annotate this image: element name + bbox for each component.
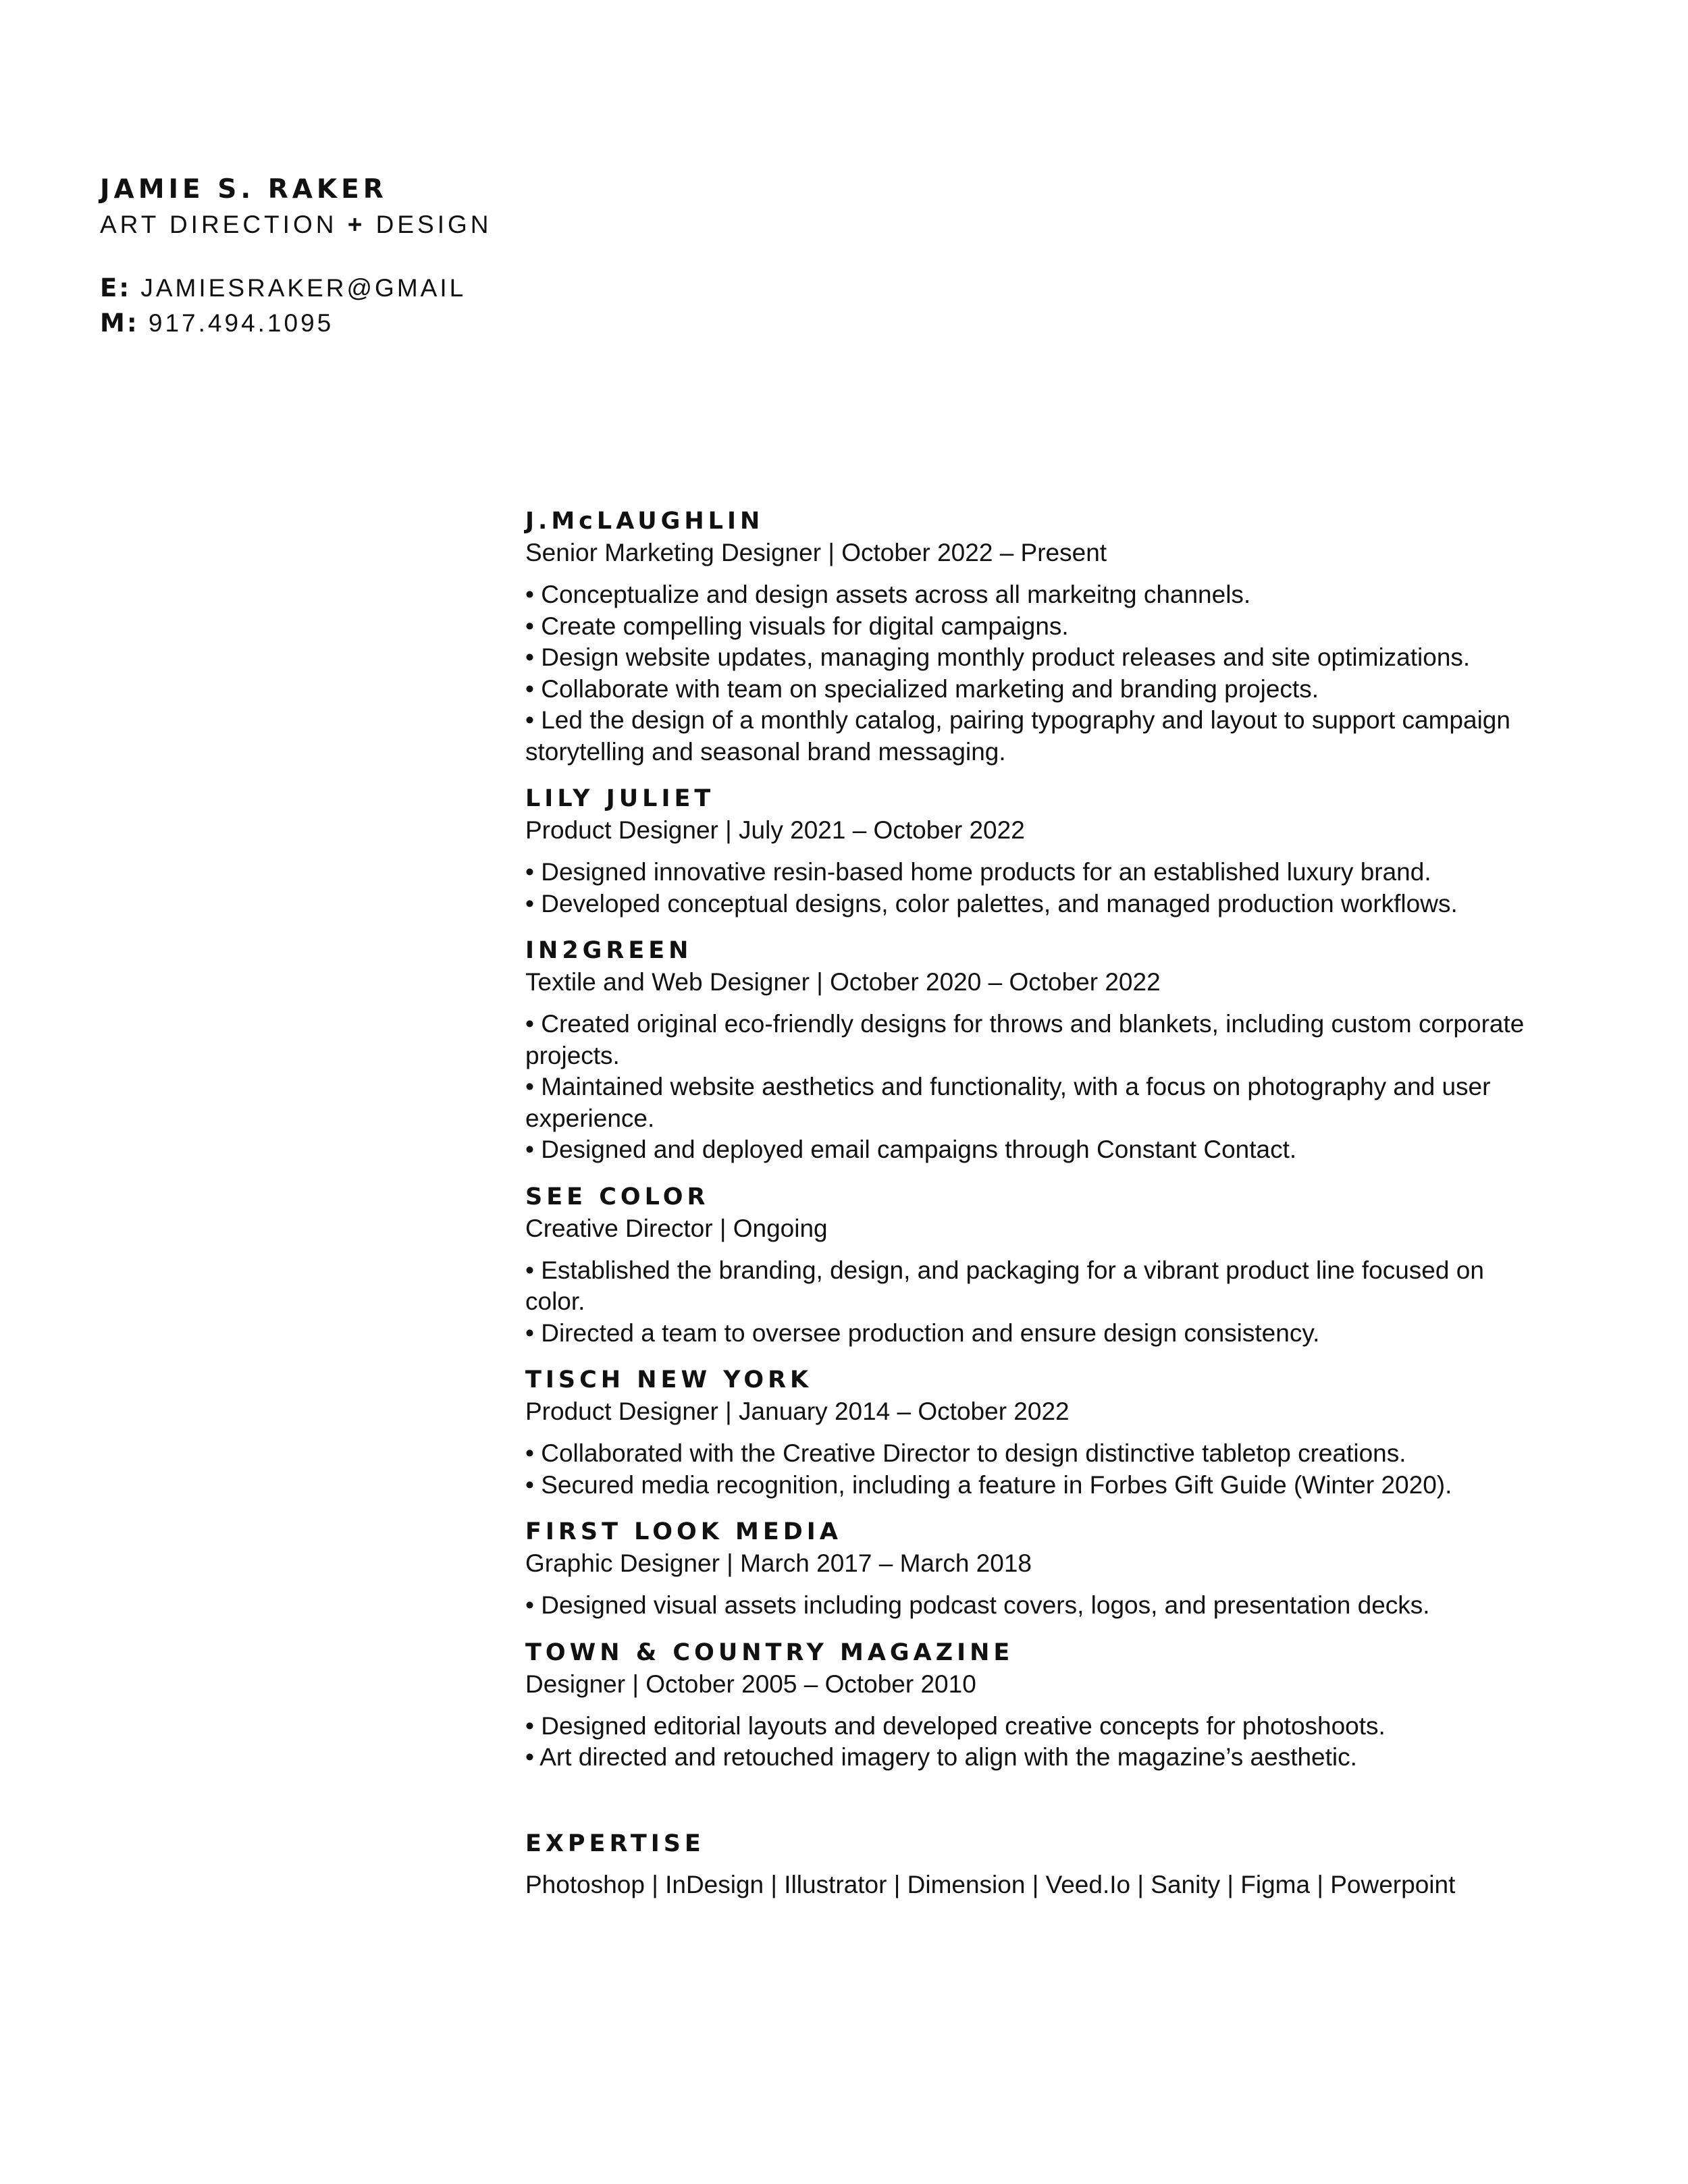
job-bullet: • Maintained website aesthetics and functionality, with a focus on photography and user experience. xyxy=(525,1073,1491,1132)
job-role: Designer | October 2005 – October 2010 xyxy=(525,1670,976,1698)
mobile-line xyxy=(100,306,492,341)
resume-header xyxy=(100,172,492,341)
candidate-name: JAMIE S. RAKER xyxy=(100,174,388,205)
company-name: SEE COLOR xyxy=(525,1183,710,1210)
job-bullet: • Art directed and retouched imagery to align with the magazine’s aesthetic. xyxy=(525,1743,1357,1771)
job-entry-lily-juliet xyxy=(525,782,1531,920)
job-bullet: • Designed innovative resin-based home products for an established luxury brand. xyxy=(525,858,1431,886)
job-bullet: • Conceptualize and design assets across all markeitng channels. xyxy=(525,581,1251,608)
job-bullet: • Collaborate with team on specialized marketing and branding projects. xyxy=(525,674,1319,703)
experience-column xyxy=(525,505,1531,1900)
job-entry-in2green xyxy=(525,934,1531,1166)
job-role: Graphic Designer | March 2017 – March 2018 xyxy=(525,1549,1032,1577)
company-name: FIRST LOOK MEDIA xyxy=(525,1518,842,1545)
job-role: Product Designer | January 2014 – October 2022 xyxy=(525,1397,1070,1425)
job-entry-town-and-country xyxy=(525,1636,1531,1774)
company-name: TISCH NEW YORK xyxy=(525,1366,813,1393)
job-bullet: • Design website updates, managing monthly product releases and site optimizations. xyxy=(525,643,1471,671)
expertise-section xyxy=(525,1828,1531,1900)
job-entry-tisch-new-york xyxy=(525,1364,1531,1501)
job-bullet: • Led the design of a monthly catalog, pairing typography and layout to support campaign storytelling and seasonal brand messaging. xyxy=(525,706,1510,766)
company-name: LILY JULIET xyxy=(525,785,715,812)
company-name: TOWN & COUNTRY MAGAZINE xyxy=(525,1639,1014,1666)
email-line xyxy=(100,271,492,306)
job-role: Senior Marketing Designer | October 2022 – Present xyxy=(525,539,1107,566)
job-bullet: • Designed editorial layouts and developed creative concepts for photoshoots. xyxy=(525,1711,1386,1740)
email-label: E: xyxy=(100,273,132,302)
tagline-left: ART DIRECTION xyxy=(100,211,338,238)
expertise-skills: Photoshop | InDesign | Illustrator | Dimension | Veed.Io | Sanity | Figma | Powerpoint xyxy=(525,1870,1456,1898)
job-entry-see-color xyxy=(525,1181,1531,1350)
expertise-heading: EXPERTISE xyxy=(525,1830,705,1857)
job-bullet: • Established the branding, design, and packaging for a vibrant product line focused on color. xyxy=(525,1256,1484,1315)
company-name: J.McLAUGHLIN xyxy=(525,508,764,535)
job-bullet: • Directed a team to oversee production and ensure design consistency. xyxy=(525,1319,1320,1347)
contact-block xyxy=(100,271,492,341)
job-bullet: • Developed conceptual designs, color palettes, and managed production workflows. xyxy=(525,889,1458,917)
job-entry-jmclaughlin xyxy=(525,505,1531,768)
job-role: Textile and Web Designer | October 2020 – October 2022 xyxy=(525,968,1161,996)
plus-icon: + xyxy=(347,211,366,238)
job-role: Product Designer | July 2021 – October 2022 xyxy=(525,816,1025,844)
job-role: Creative Director | Ongoing xyxy=(525,1214,828,1242)
job-bullet: • Designed and deployed email campaigns through Constant Contact. xyxy=(525,1136,1297,1163)
tagline-right: DESIGN xyxy=(375,211,492,238)
job-bullet: • Secured media recognition, including a feature in Forbes Gift Guide (Winter 2020). xyxy=(525,1470,1452,1499)
email-value[interactable]: JAMIESRAKER@GMAIL xyxy=(140,274,467,302)
job-bullet: • Designed visual assets including podcast covers, logos, and presentation decks. xyxy=(525,1591,1430,1619)
mobile-label: M: xyxy=(100,309,139,338)
job-bullet: • Created original eco-friendly designs for throws and blankets, including custom corporate projects. xyxy=(525,1010,1525,1069)
job-bullet: • Create compelling visuals for digital campaigns. xyxy=(525,612,1069,640)
mobile-value: 917.494.1095 xyxy=(148,309,334,337)
company-name: IN2GREEN xyxy=(525,937,693,964)
job-bullet: • Collaborated with the Creative Director to design distinctive tabletop creations. xyxy=(525,1439,1406,1467)
job-entry-first-look-media xyxy=(525,1516,1531,1622)
candidate-tagline xyxy=(100,207,492,242)
